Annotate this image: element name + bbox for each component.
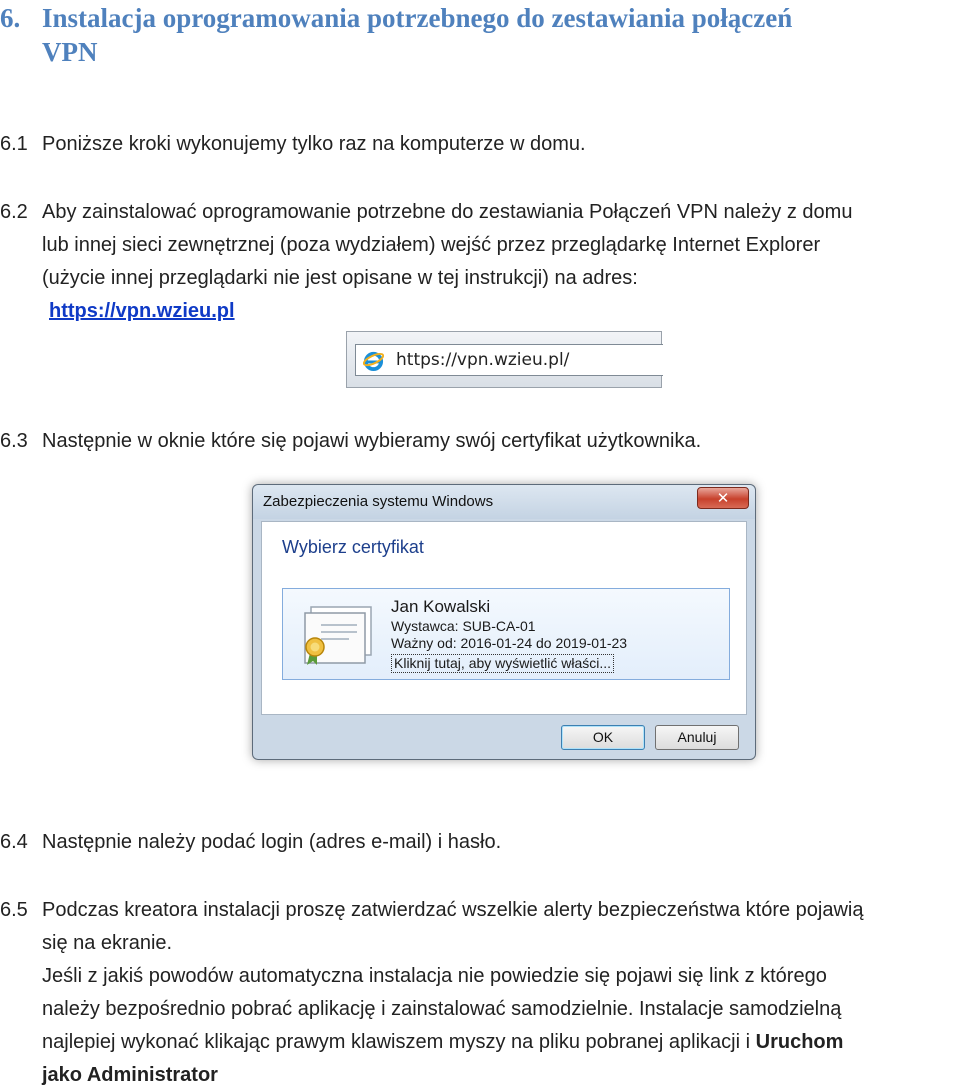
address-field[interactable] [355,344,663,376]
step-number: 6.4 [0,831,28,853]
ok-button[interactable]: OK [561,725,645,750]
step-text-line [42,1026,958,1059]
certificate-tile[interactable] [282,588,730,680]
certificate-validity: Ważny od: 2016-01-24 do 2019-01-23 [391,635,628,651]
windows-security-dialog [252,484,756,760]
step-text: Następnie należy podać login (adres e-mail) i hasło. [42,831,502,853]
step-text-line: lub innej sieci zewnętrznej (poza wydziałem) wejść przez przeglądarkę Internet Explorer [42,234,821,256]
address-url: https://vpn.wzieu.pl/ [396,350,570,370]
step-number: 6.2 [0,201,28,223]
browser-address-bar [346,331,662,388]
certificate-issuer: Wystawca: SUB-CA-01 [391,618,536,634]
cancel-button[interactable]: Anuluj [655,725,739,750]
certificate-owner: Jan Kowalski [391,597,491,616]
step-text-line: się na ekranie. [42,932,173,954]
step-text-fragment: najlepiej wykonać klikając prawym klawiszem myszy na pliku pobranej aplikacji i [42,1031,751,1053]
dialog-subtitle: Wybierz certyfikat [282,537,424,557]
section-number: 6. [0,3,21,33]
dialog-titlebar[interactable] [253,485,755,519]
administrator-label: jako Administrator [42,1064,218,1086]
step-text: Następnie w oknie które się pojawi wybieramy swój certyfikat użytkownika. [42,430,702,452]
step-number: 6.1 [0,133,28,155]
step-text-line: Aby zainstalować oprogramowanie potrzebne do zestawiania Połączeń VPN należy z domu [42,201,853,223]
section-title-line-1: Instalacja oprogramowania potrzebnego do zestawiania połączeń [42,3,793,33]
step-number: 6.5 [0,899,28,921]
step-text-line: Jeśli z jakiś powodów automatyczna instalacja nie powiedzie się pojawi się link z którego [42,965,827,987]
step-text-line: należy bezpośrednio pobrać aplikację i zainstalować samodzielnie. Instalacje samodzielną [42,998,842,1020]
certificate-properties-link[interactable]: Kliknij tutaj, aby wyświetlić właści... [391,654,614,673]
step-text: Poniższe kroki wykonujemy tylko raz na komputerze w domu. [42,133,586,155]
run-as-label: Uruchom [755,1031,844,1053]
step-number: 6.3 [0,430,28,452]
dialog-content [261,521,747,715]
step-text-line: (użycie innej przeglądarki nie jest opisane w tej instrukcji) na adres: [42,267,638,289]
dialog-title: Zabezpieczenia systemu Windows [263,493,494,510]
vpn-link[interactable]: https://vpn.wzieu.pl [49,300,235,322]
internet-explorer-icon [363,350,384,371]
certificate-icon [297,603,377,669]
section-title-line-2: VPN [42,37,98,67]
step-text-line [42,1059,958,1092]
close-button[interactable]: ✕ [697,487,749,509]
step-text-line: Podczas kreatora instalacji proszę zatwierdzać wszelkie alerty bezpieczeństwa które pojawią [42,899,864,921]
